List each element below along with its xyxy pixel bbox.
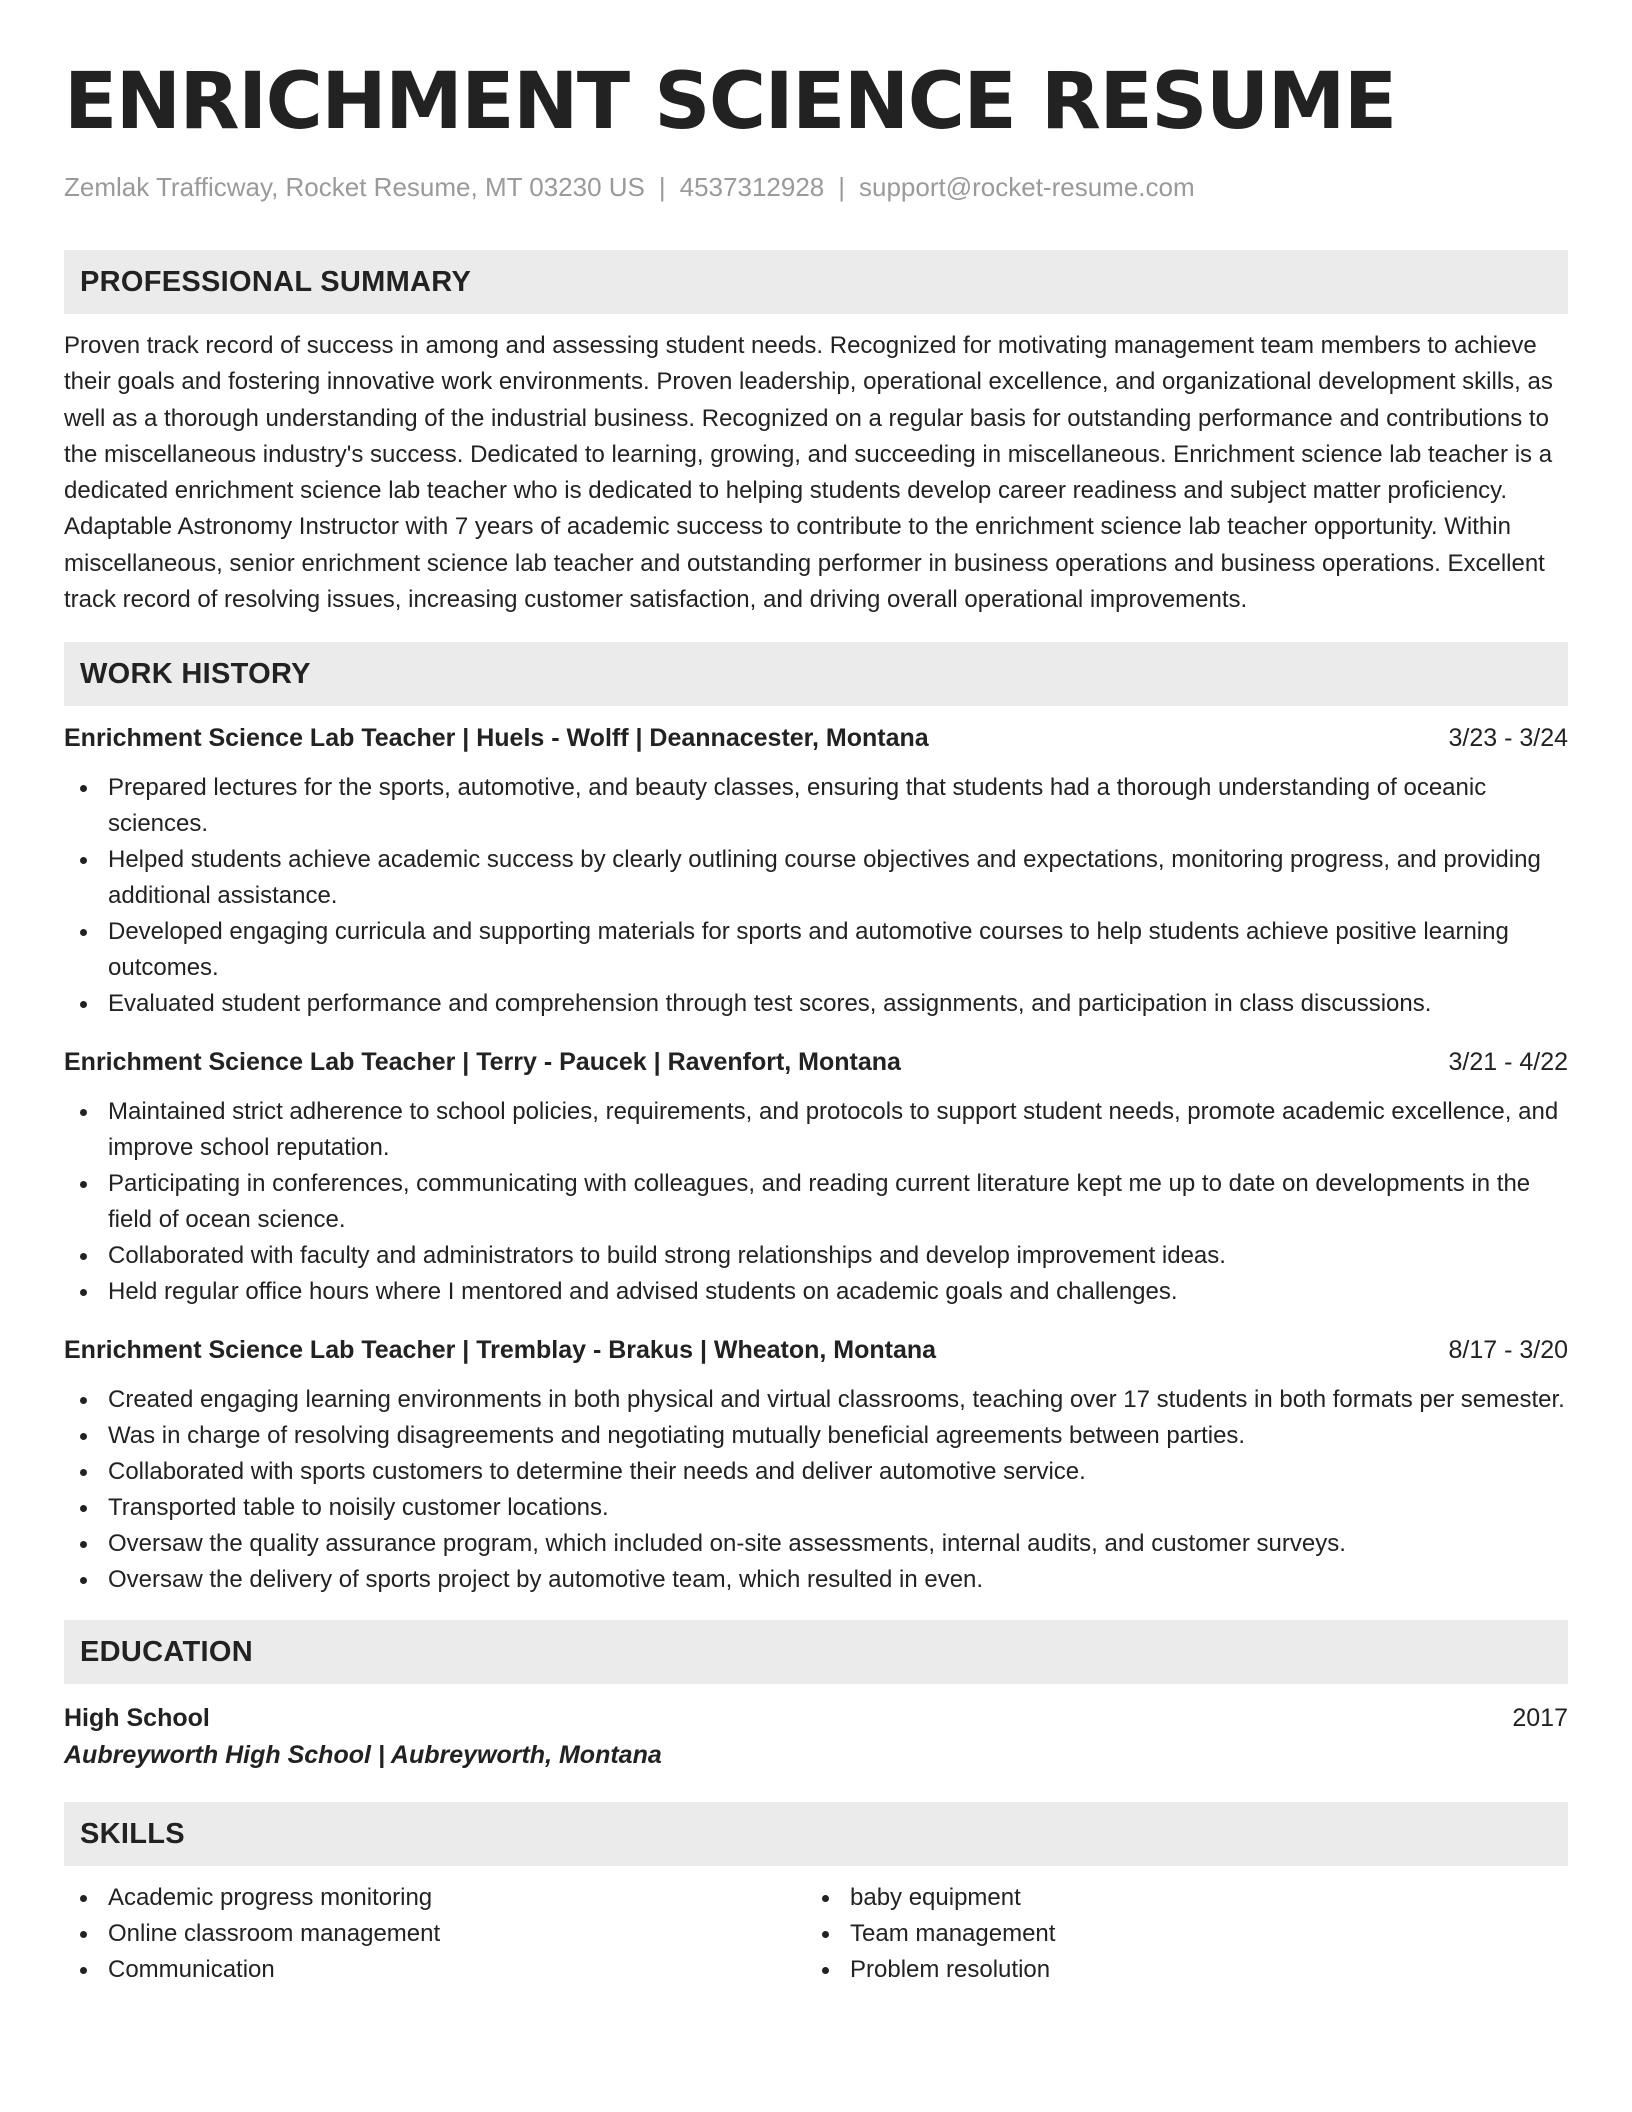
- job-bullet: Collaborated with faculty and administrators to build strong relationships and develop improvement ideas.: [64, 1238, 1568, 1274]
- education-entry: [64, 1700, 1568, 1774]
- contact-line: [64, 170, 1568, 204]
- job-entry: [64, 1332, 1568, 1598]
- job-title: Enrichment Science Lab Teacher | Tremblay - Brakus | Wheaton, Montana: [64, 1336, 937, 1365]
- education-year: 2017: [1512, 1704, 1568, 1733]
- contact-separator: |: [658, 172, 666, 202]
- skill-item: Online classroom management: [64, 1916, 806, 1952]
- skill-item: Academic progress monitoring: [64, 1880, 806, 1916]
- section-heading-skills: SKILLS: [64, 1802, 1568, 1866]
- contact-separator: |: [838, 172, 846, 202]
- job-bullet: Held regular office hours where I mentored and advised students on academic goals and challenges.: [64, 1274, 1568, 1310]
- education-header: [64, 1700, 1568, 1736]
- job-title: Enrichment Science Lab Teacher | Huels - Wolff | Deannacester, Montana: [64, 724, 929, 753]
- summary-text: Proven track record of success in among and assessing student needs. Recognized for motivating management team members to achieve their goals and fostering innovative work environments. Proven leadership, operational excellence, and organizational development skills, as well as a thorough understanding of the industrial business. Recognized on a regular basis for outstanding performance and contributions to the miscellaneous industry's success. Dedicated to learning, growing, and succeeding in miscellaneous. Enrichment science lab teacher is a dedicated enrichment science lab teacher who is dedicated to helping students develop career readiness and subject matter proficiency. Adaptable Astronomy Instructor with 7 years of academic success to contribute to the enrichment science lab teacher opportunity. Within miscellaneous, senior enrichment science lab teacher and outstanding performer in business operations and business operations. Excellent track record of resolving issues, increasing customer satisfaction, and driving overall operational improvements.: [64, 332, 1553, 614]
- education-school: Aubreyworth High School | Aubreyworth, Montana: [64, 1741, 662, 1770]
- skill-item: Team management: [806, 1916, 1548, 1952]
- skill-item: baby equipment: [806, 1880, 1548, 1916]
- contact-phone: 4537312928: [679, 172, 825, 202]
- job-bullets: [64, 1094, 1568, 1310]
- job-header: [64, 720, 1568, 756]
- skill-item: Problem resolution: [806, 1952, 1548, 1988]
- job-bullets: [64, 1382, 1568, 1598]
- job-dates: 8/17 - 3/20: [1448, 1336, 1568, 1365]
- job-bullets: [64, 770, 1568, 1022]
- job-bullet: Created engaging learning environments in both physical and virtual classrooms, teaching over 17 students in both formats per semester.: [64, 1382, 1568, 1418]
- job-bullet: Participating in conferences, communicating with colleagues, and reading current literature kept me up to date on developments in the field of ocean science.: [64, 1166, 1568, 1238]
- skills-column-left: [64, 1880, 806, 1988]
- job-header: [64, 1044, 1568, 1080]
- contact-email: support@rocket-resume.com: [859, 172, 1195, 202]
- job-title: Enrichment Science Lab Teacher | Terry - Paucek | Ravenfort, Montana: [64, 1048, 901, 1077]
- job-bullet: Oversaw the quality assurance program, which included on-site assessments, internal audits, and customer surveys.: [64, 1526, 1568, 1562]
- resume-title: ENRICHMENT SCIENCE RESUME: [64, 57, 1396, 147]
- education-degree: High School: [64, 1704, 210, 1733]
- skills-column-right: [806, 1880, 1548, 1988]
- job-bullet: Evaluated student performance and comprehension through test scores, assignments, and participation in class discussions.: [64, 986, 1568, 1022]
- section-heading-work-history: WORK HISTORY: [64, 642, 1568, 706]
- job-bullet: Collaborated with sports customers to determine their needs and deliver automotive service.: [64, 1454, 1568, 1490]
- job-bullet: Helped students achieve academic success by clearly outlining course objectives and expectations, monitoring progress, and providing additional assistance.: [64, 842, 1568, 914]
- job-dates: 3/23 - 3/24: [1448, 724, 1568, 753]
- job-bullet: Transported table to noisily customer locations.: [64, 1490, 1568, 1526]
- job-header: [64, 1332, 1568, 1368]
- section-heading-education: EDUCATION: [64, 1620, 1568, 1684]
- job-bullet: Was in charge of resolving disagreements and negotiating mutually beneficial agreements between parties.: [64, 1418, 1568, 1454]
- section-heading-summary: PROFESSIONAL SUMMARY: [64, 250, 1568, 314]
- job-bullet: Developed engaging curricula and supporting materials for sports and automotive courses to help students achieve positive learning outcomes.: [64, 914, 1568, 986]
- skills-list: [64, 1880, 1568, 1988]
- job-bullet: Prepared lectures for the sports, automotive, and beauty classes, ensuring that students had a thorough understanding of oceanic sciences.: [64, 770, 1568, 842]
- job-dates: 3/21 - 4/22: [1448, 1048, 1568, 1077]
- job-entry: [64, 720, 1568, 1022]
- job-entry: [64, 1044, 1568, 1310]
- job-bullet: Oversaw the delivery of sports project by automotive team, which resulted in even.: [64, 1562, 1568, 1598]
- contact-address: Zemlak Trafficway, Rocket Resume, MT 03230 US: [64, 172, 645, 202]
- skill-item: Communication: [64, 1952, 806, 1988]
- job-bullet: Maintained strict adherence to school policies, requirements, and protocols to support student needs, promote academic excellence, and improve school reputation.: [64, 1094, 1568, 1166]
